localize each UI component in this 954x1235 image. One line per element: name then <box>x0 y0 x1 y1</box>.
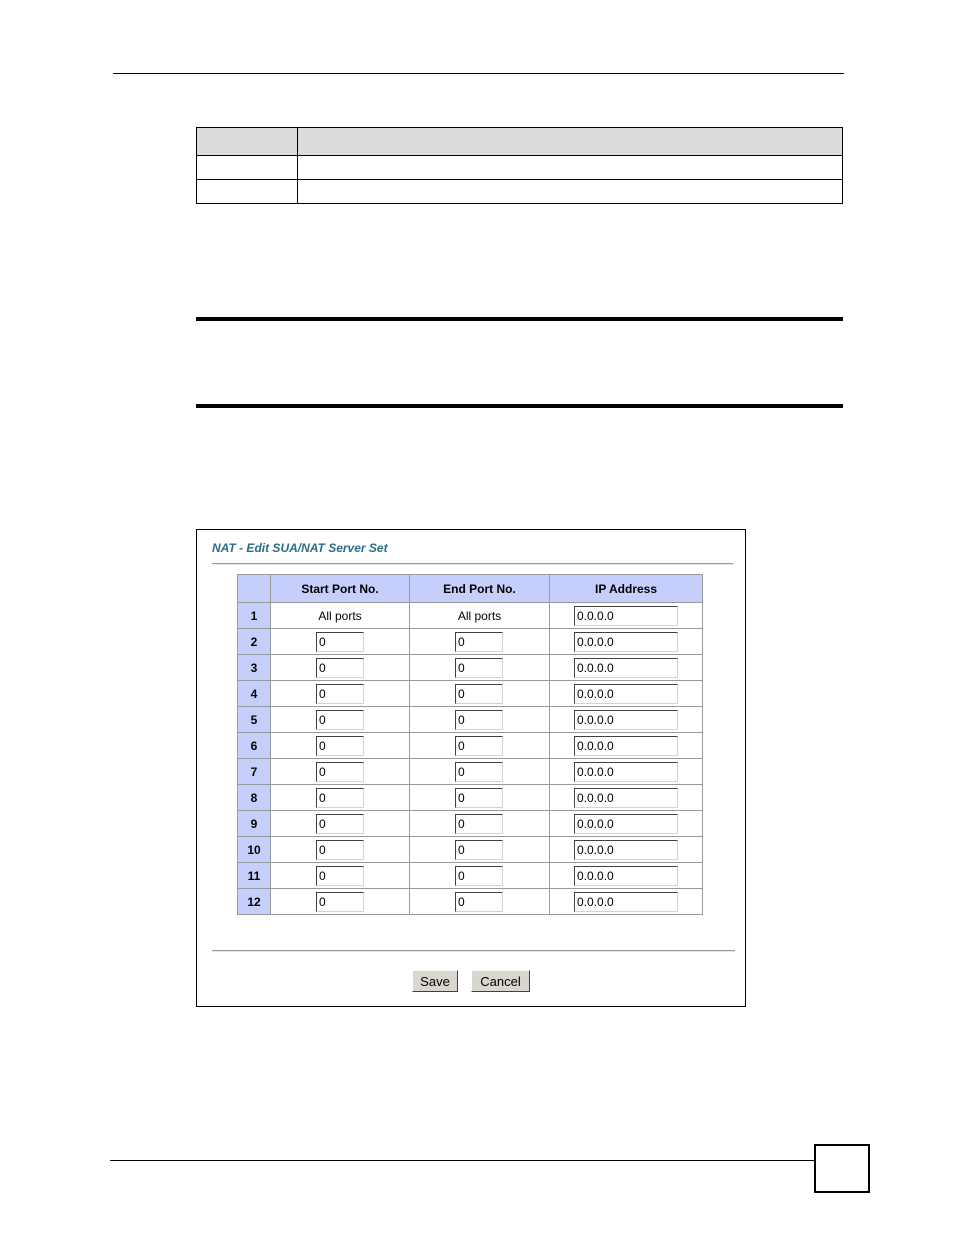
ip-address-cell <box>550 785 703 811</box>
table-row <box>238 629 703 655</box>
end-port-cell <box>410 733 550 759</box>
end-port-input[interactable]: 0 <box>455 892 503 912</box>
row-number: 4 <box>238 681 271 707</box>
ip-address-cell <box>550 759 703 785</box>
end-port-cell <box>410 811 550 837</box>
end-port-cell <box>410 837 550 863</box>
start-port-input[interactable]: 0 <box>316 736 364 756</box>
note-bottom-rule <box>196 404 843 408</box>
server-set-table <box>237 574 703 915</box>
table-row <box>238 785 703 811</box>
ip-address-cell <box>550 863 703 889</box>
start-port-cell <box>271 785 410 811</box>
ip-address-cell <box>550 811 703 837</box>
ip-address-cell <box>550 629 703 655</box>
table-row <box>238 863 703 889</box>
table-row <box>238 603 703 629</box>
summary-cell <box>197 156 298 180</box>
title-divider <box>212 563 733 565</box>
end-port-text: All ports <box>457 608 502 623</box>
row-number: 10 <box>238 837 271 863</box>
ip-address-input[interactable]: 0.0.0.0 <box>574 892 678 912</box>
table-row <box>238 889 703 915</box>
end-port-input[interactable]: 0 <box>455 736 503 756</box>
summary-cell <box>298 156 843 180</box>
start-port-input[interactable]: 0 <box>316 762 364 782</box>
footer-divider <box>212 950 735 952</box>
row-number: 9 <box>238 811 271 837</box>
end-port-input[interactable]: 0 <box>455 814 503 834</box>
ip-address-cell <box>550 655 703 681</box>
end-port-cell <box>410 759 550 785</box>
table-row <box>238 707 703 733</box>
summary-table <box>196 127 843 204</box>
table-header-row <box>238 575 703 603</box>
end-port-input[interactable]: 0 <box>455 632 503 652</box>
table-row <box>238 681 703 707</box>
row-number: 8 <box>238 785 271 811</box>
ip-address-input[interactable]: 0.0.0.0 <box>574 762 678 782</box>
row-number: 5 <box>238 707 271 733</box>
ip-address-input[interactable]: 0.0.0.0 <box>574 658 678 678</box>
table-row <box>238 811 703 837</box>
end-port-cell <box>410 889 550 915</box>
start-port-cell <box>271 681 410 707</box>
summary-cell <box>298 180 843 204</box>
end-port-input[interactable]: 0 <box>455 684 503 704</box>
header-rule <box>113 73 844 74</box>
start-port-cell <box>271 811 410 837</box>
start-port-input[interactable]: 0 <box>316 866 364 886</box>
col-header-ip-address: IP Address <box>550 575 703 603</box>
ip-address-cell <box>550 889 703 915</box>
start-port-input[interactable]: 0 <box>316 814 364 834</box>
row-number: 2 <box>238 629 271 655</box>
table-row <box>238 655 703 681</box>
col-header-start-port: Start Port No. <box>271 575 410 603</box>
end-port-input[interactable]: 0 <box>455 762 503 782</box>
ip-address-input[interactable]: 0.0.0.0 <box>574 684 678 704</box>
row-number: 12 <box>238 889 271 915</box>
row-number: 1 <box>238 603 271 629</box>
start-port-cell <box>271 603 410 629</box>
ip-address-input[interactable]: 0.0.0.0 <box>574 736 678 756</box>
ip-address-input[interactable]: 0.0.0.0 <box>574 710 678 730</box>
ip-address-input[interactable]: 0.0.0.0 <box>574 606 678 626</box>
col-header-end-port: End Port No. <box>410 575 550 603</box>
end-port-cell <box>410 681 550 707</box>
end-port-input[interactable]: 0 <box>455 840 503 860</box>
end-port-input[interactable]: 0 <box>455 866 503 886</box>
note-top-rule <box>196 317 843 321</box>
end-port-input[interactable]: 0 <box>455 788 503 808</box>
start-port-input[interactable]: 0 <box>316 840 364 860</box>
table-row <box>238 759 703 785</box>
save-button[interactable]: Save <box>412 970 458 992</box>
start-port-cell <box>271 733 410 759</box>
start-port-input[interactable]: 0 <box>316 710 364 730</box>
start-port-input[interactable]: 0 <box>316 684 364 704</box>
start-port-text: All ports <box>318 608 362 623</box>
start-port-cell <box>271 759 410 785</box>
start-port-input[interactable]: 0 <box>316 632 364 652</box>
nat-edit-screen <box>196 529 746 1007</box>
end-port-cell <box>410 707 550 733</box>
ip-address-input[interactable]: 0.0.0.0 <box>574 840 678 860</box>
start-port-cell <box>271 889 410 915</box>
ip-address-input[interactable]: 0.0.0.0 <box>574 814 678 834</box>
ip-address-cell <box>550 603 703 629</box>
end-port-input[interactable]: 0 <box>455 658 503 678</box>
end-port-cell <box>410 655 550 681</box>
start-port-input[interactable]: 0 <box>316 892 364 912</box>
summary-header-cell <box>197 128 298 156</box>
row-number: 7 <box>238 759 271 785</box>
ip-address-cell <box>550 707 703 733</box>
ip-address-input[interactable]: 0.0.0.0 <box>574 632 678 652</box>
start-port-cell <box>271 629 410 655</box>
row-number: 11 <box>238 863 271 889</box>
ip-address-input[interactable]: 0.0.0.0 <box>574 866 678 886</box>
cancel-button[interactable]: Cancel <box>471 970 530 992</box>
end-port-cell <box>410 629 550 655</box>
ip-address-cell <box>550 837 703 863</box>
end-port-input[interactable]: 0 <box>455 710 503 730</box>
summary-header-cell <box>298 128 843 156</box>
start-port-cell <box>271 837 410 863</box>
page-number-box <box>814 1144 870 1193</box>
start-port-cell <box>271 707 410 733</box>
start-port-cell <box>271 655 410 681</box>
start-port-cell <box>271 863 410 889</box>
ip-address-cell <box>550 733 703 759</box>
table-row <box>238 733 703 759</box>
end-port-cell <box>410 785 550 811</box>
end-port-cell <box>410 863 550 889</box>
start-port-input[interactable]: 0 <box>316 788 364 808</box>
end-port-cell <box>410 603 550 629</box>
start-port-input[interactable]: 0 <box>316 658 364 678</box>
screen-title: NAT - Edit SUA/NAT Server Set <box>212 541 388 555</box>
ip-address-cell <box>550 681 703 707</box>
ip-address-input[interactable]: 0.0.0.0 <box>574 788 678 808</box>
footer-rule <box>110 1160 814 1161</box>
row-number: 3 <box>238 655 271 681</box>
col-header-number <box>238 575 271 603</box>
table-row <box>238 837 703 863</box>
row-number: 6 <box>238 733 271 759</box>
summary-cell <box>197 180 298 204</box>
